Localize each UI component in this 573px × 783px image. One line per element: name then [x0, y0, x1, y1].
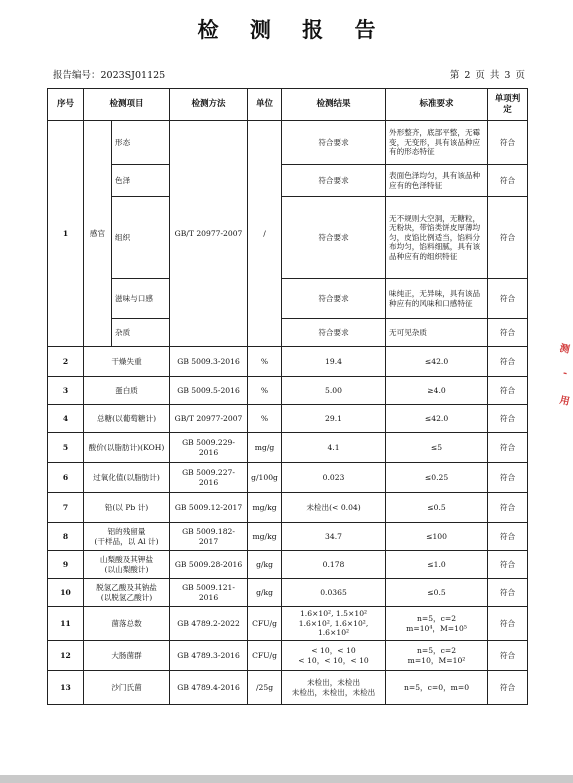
row-result: 0.0365: [282, 579, 386, 607]
row-unit: /25g: [248, 671, 282, 705]
row-unit: %: [248, 377, 282, 405]
col-header-result: 检测结果: [282, 89, 386, 121]
row-judge: 符合: [488, 405, 528, 433]
side-stamp-char: 用: [558, 395, 571, 408]
row-result: 符合要求: [282, 165, 386, 197]
row-item: 沙门氏菌: [84, 671, 170, 705]
row-standard: ≤42.0: [386, 405, 488, 433]
row-unit: g/kg: [248, 579, 282, 607]
row-method: GB 4789.2-2022: [170, 607, 248, 641]
col-header-standard: 标准要求: [386, 89, 488, 121]
row-result: 29.1: [282, 405, 386, 433]
page-number: 第 2 页 共 3 页: [449, 70, 526, 81]
row-item: 色泽: [112, 165, 170, 197]
row-result: 34.7: [282, 523, 386, 551]
row-judge: 符合: [488, 279, 528, 319]
col-header-judge: 单项判定: [488, 89, 528, 121]
table-row: [48, 551, 528, 579]
row-no: 10: [48, 579, 84, 607]
row-item: 干燥失重: [84, 347, 170, 377]
table-row: [48, 579, 528, 607]
table-row: [48, 121, 528, 165]
row-item: 大肠菌群: [84, 641, 170, 671]
table-row: [48, 405, 528, 433]
row-result: 符合要求: [282, 279, 386, 319]
side-stamp-char: 测: [558, 343, 571, 356]
row-no: 13: [48, 671, 84, 705]
row-judge: 符合: [488, 641, 528, 671]
row-result: 符合要求: [282, 319, 386, 347]
row-standard: 无可见杂质: [386, 319, 488, 347]
row-judge: 符合: [488, 493, 528, 523]
row-result: 5.00: [282, 377, 386, 405]
table-row: [48, 493, 528, 523]
row-result: 1.6×10², 1.5×10² 1.6×10², 1.6×10², 1.6×10²: [282, 607, 386, 641]
row-judge: 符合: [488, 197, 528, 279]
row-item: 脱氢乙酸及其钠盐 (以脱氢乙酸计): [84, 579, 170, 607]
row-standard: n=5，c=0，m=0: [386, 671, 488, 705]
table-row: [48, 433, 528, 463]
page-title: 检 测 报 告: [197, 17, 388, 42]
row-result: 符合要求: [282, 197, 386, 279]
row-no: 12: [48, 641, 84, 671]
row-judge: 符合: [488, 579, 528, 607]
page-bottom-edge: [0, 775, 573, 783]
row-result: 4.1: [282, 433, 386, 463]
table-row: [48, 279, 528, 319]
row-unit: %: [248, 405, 282, 433]
row-standard: n=5，c=2 m=10，M=10²: [386, 641, 488, 671]
row-standard: n=5，c=2 m=10⁴，M=10⁵: [386, 607, 488, 641]
report-table: [47, 88, 528, 705]
row-judge: 符合: [488, 523, 528, 551]
row-item: 过氧化值(以脂肪计): [84, 463, 170, 493]
row-method: GB 5009.227-2016: [170, 463, 248, 493]
row-no: 6: [48, 463, 84, 493]
report-number: 报告编号：2023SJ01125: [53, 70, 166, 81]
row-method: GB 5009.121-2016: [170, 579, 248, 607]
row-item: 铅(以 Pb 计): [84, 493, 170, 523]
row-judge: 符合: [488, 671, 528, 705]
row-method: GB 5009.3-2016: [170, 347, 248, 377]
row-unit: CFU/g: [248, 607, 282, 641]
row-judge: 符合: [488, 551, 528, 579]
row-no: 2: [48, 347, 84, 377]
row-item: 菌落总数: [84, 607, 170, 641]
row-method: GB 5009.5-2016: [170, 377, 248, 405]
row-standard: ≤0.25: [386, 463, 488, 493]
row-unit: g/100g: [248, 463, 282, 493]
row-item: 形态: [112, 121, 170, 165]
row-item: 滋味与口感: [112, 279, 170, 319]
row-standard: ≤100: [386, 523, 488, 551]
row-no: 1: [48, 121, 84, 347]
col-header-item: 检测项目: [84, 89, 170, 121]
row-judge: 符合: [488, 165, 528, 197]
row-judge: 符合: [488, 377, 528, 405]
row-no: 4: [48, 405, 84, 433]
row-no: 11: [48, 607, 84, 641]
row-unit: mg/kg: [248, 523, 282, 551]
row-method: GB/T 20977-2007: [170, 121, 248, 347]
row-unit: %: [248, 347, 282, 377]
row-no: 5: [48, 433, 84, 463]
row-item: 酸价(以脂肪计)(KOH): [84, 433, 170, 463]
table-row: [48, 165, 528, 197]
row-result: 0.023: [282, 463, 386, 493]
col-header-no: 序号: [48, 89, 84, 121]
row-method: GB 5009.28-2016: [170, 551, 248, 579]
row-standard: ≤0.5: [386, 579, 488, 607]
row-standard: ≤42.0: [386, 347, 488, 377]
row-no: 3: [48, 377, 84, 405]
row-no: 9: [48, 551, 84, 579]
row-standard: 无不规则大空洞，无糖粒，无粉块，带馅类饼皮厚薄均匀，皮馅比例适当，馅料分布均匀，馅料细腻，具有该品种应有的组织特征: [386, 197, 488, 279]
row-judge: 符合: [488, 463, 528, 493]
row-result: < 10，< 10 < 10，< 10，< 10: [282, 641, 386, 671]
row-judge: 符合: [488, 607, 528, 641]
row-result: 符合要求: [282, 121, 386, 165]
row-result: 19.4: [282, 347, 386, 377]
row-item: 蛋白质: [84, 377, 170, 405]
row-item: 组织: [112, 197, 170, 279]
row-standard: 味纯正，无异味，具有该品种应有的风味和口感特征: [386, 279, 488, 319]
row-unit: CFU/g: [248, 641, 282, 671]
row-item: 总糖(以葡萄糖计): [84, 405, 170, 433]
col-header-method: 检测方法: [170, 89, 248, 121]
row-unit: mg/kg: [248, 493, 282, 523]
row-result: 未检出，未检出 未检出，未检出，未检出: [282, 671, 386, 705]
table-row: [48, 641, 528, 671]
row-unit: /: [248, 121, 282, 347]
table-row: [48, 523, 528, 551]
row-judge: 符合: [488, 319, 528, 347]
row-unit: g/kg: [248, 551, 282, 579]
row-standard: ≤0.5: [386, 493, 488, 523]
row-item: 铝的残留量 (干样品，以 Al 计): [84, 523, 170, 551]
row-method: GB 5009.182-2017: [170, 523, 248, 551]
table-row: [48, 463, 528, 493]
row-no: 7: [48, 493, 84, 523]
row-no: 8: [48, 523, 84, 551]
row-judge: 符合: [488, 433, 528, 463]
row-method: GB 5009.12-2017: [170, 493, 248, 523]
row-method: GB 5009.229-2016: [170, 433, 248, 463]
col-header-unit: 单位: [248, 89, 282, 121]
side-stamp-char: -: [561, 367, 569, 380]
row-standard: ≤1.0: [386, 551, 488, 579]
table-row: [48, 377, 528, 405]
row-standard: 表面色泽均匀，具有该品种应有的色泽特征: [386, 165, 488, 197]
row-item: 山梨酸及其钾盐 (以山梨酸计): [84, 551, 170, 579]
table-row: [48, 347, 528, 377]
table-header-row: [48, 89, 528, 121]
row-standard: ≤5: [386, 433, 488, 463]
row-item: 杂质: [112, 319, 170, 347]
row-result: 0.178: [282, 551, 386, 579]
row-judge: 符合: [488, 347, 528, 377]
table-row: [48, 319, 528, 347]
table-row: [48, 671, 528, 705]
row-standard: 外形整齐，底部平整，无霉变，无变形，具有该品种应有的形态特征: [386, 121, 488, 165]
table-row: [48, 197, 528, 279]
row-category: 感官: [84, 121, 112, 347]
table-body-rows: [48, 347, 528, 705]
row-method: GB/T 20977-2007: [170, 405, 248, 433]
row-unit: mg/g: [248, 433, 282, 463]
row-method: GB 4789.4-2016: [170, 671, 248, 705]
row-standard: ≥4.0: [386, 377, 488, 405]
row-method: GB 4789.3-2016: [170, 641, 248, 671]
table-row: [48, 607, 528, 641]
row-judge: 符合: [488, 121, 528, 165]
row-result: 未检出(< 0.04): [282, 493, 386, 523]
